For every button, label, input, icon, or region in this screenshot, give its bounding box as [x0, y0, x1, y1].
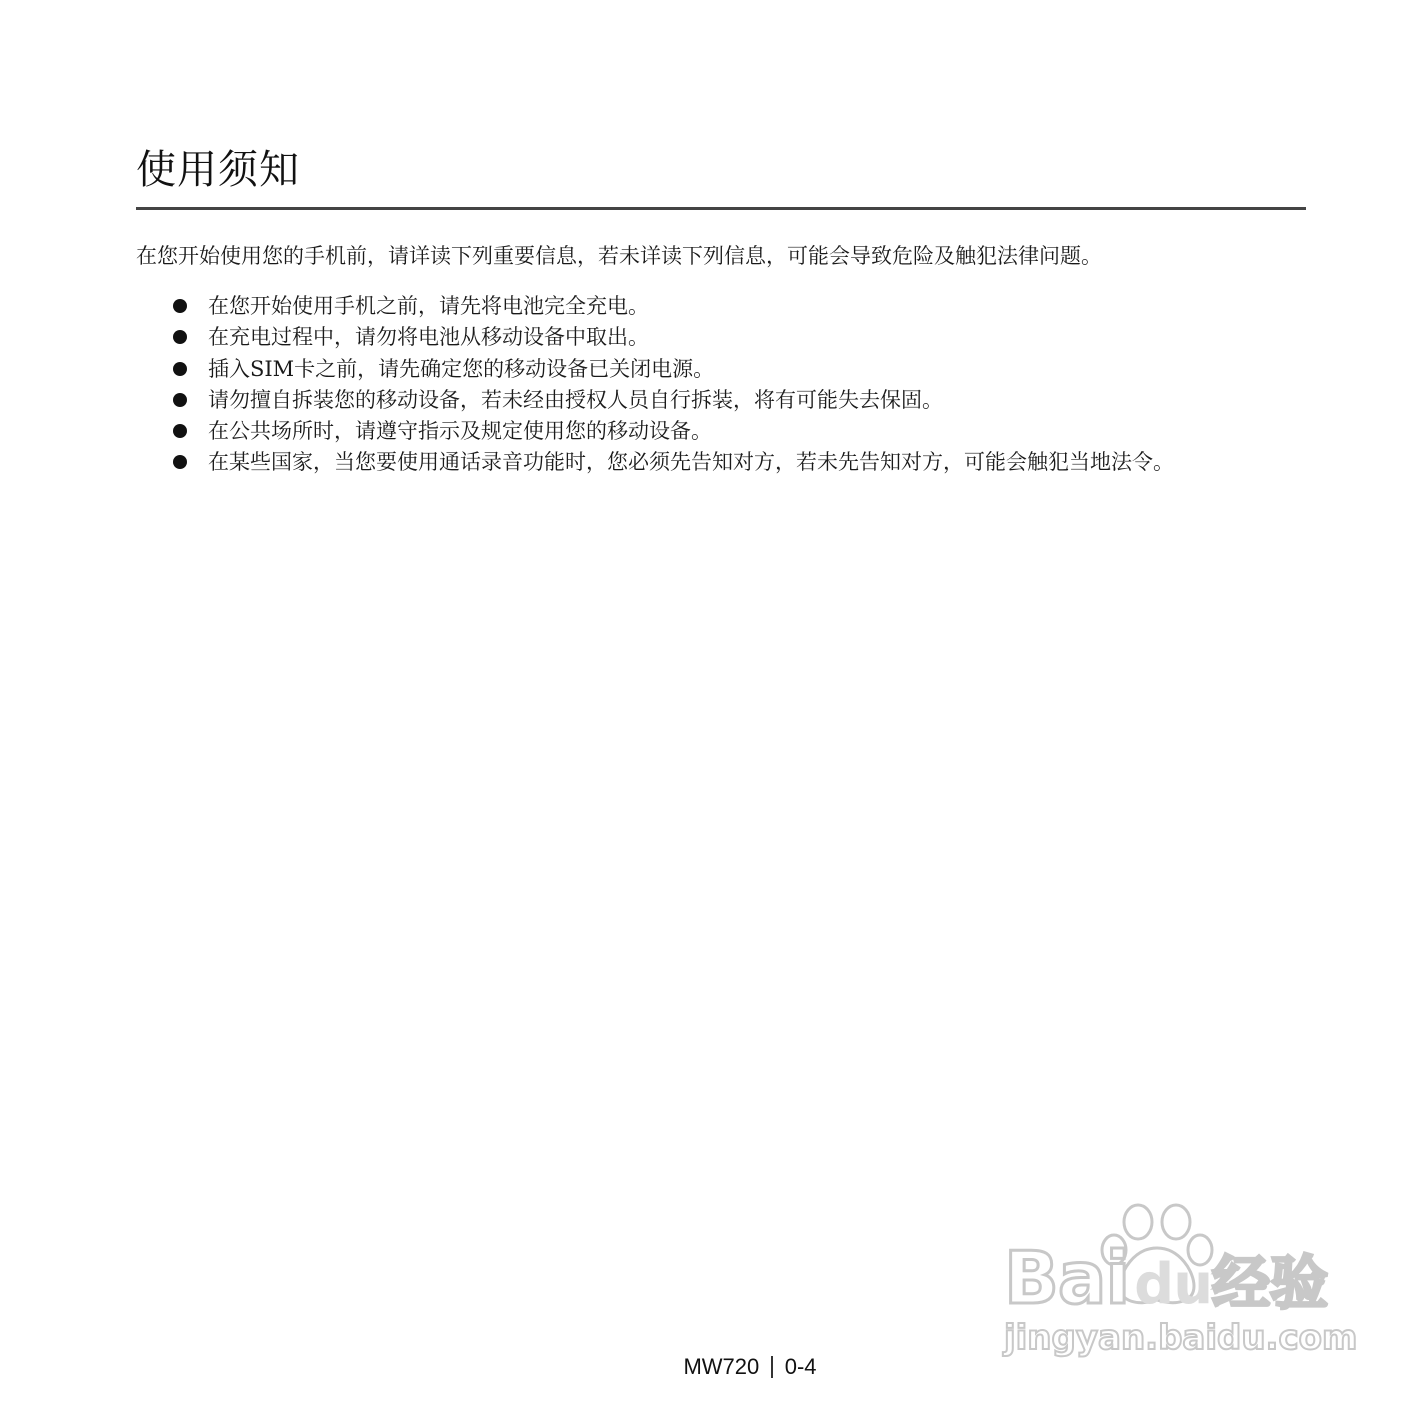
list-item	[0, 291, 1416, 322]
list-item	[0, 385, 1416, 416]
list-item-text: 插入SIM卡之前，请先确定您的移动设备已关闭电源。	[208, 356, 715, 381]
notice-list	[0, 291, 1416, 479]
watermark-du: du	[1134, 1252, 1213, 1317]
intro-paragraph: 在您开始使用您的手机前，请详读下列重要信息，若未详读下列信息，可能会导致危险及触犯法律问题。	[136, 244, 1102, 268]
watermark-url: jingyan.baidu.com	[1004, 1318, 1358, 1358]
bullet-icon	[173, 330, 187, 344]
list-item-text: 在您开始使用手机之前，请先将电池完全充电。	[208, 294, 649, 318]
page-title: 使用须知	[136, 147, 300, 193]
list-item-text: 在公共场所时，请遵守指示及规定使用您的移动设备。	[208, 419, 712, 444]
list-item	[0, 322, 1416, 353]
bullet-icon	[173, 362, 187, 376]
watermark-bai: Bai	[1004, 1236, 1130, 1320]
list-item-text: 请勿擅自拆装您的移动设备，若未经由授权人员自行拆装，将有可能失去保固。	[208, 387, 943, 412]
bullet-icon	[173, 393, 187, 407]
bullet-icon	[173, 455, 187, 469]
list-item	[0, 354, 1416, 385]
list-item-text: 在充电过程中，请勿将电池从移动设备中取出。	[208, 325, 649, 350]
page-footer	[0, 1352, 1416, 1382]
list-item-text: 在某些国家，当您要使用通话录音功能时，您必须先告知对方，若未先告知对方，可能会触犯当地法令。	[208, 450, 1174, 475]
footer-separator	[771, 1356, 773, 1378]
bullet-icon	[173, 299, 187, 313]
watermark-jingyan: 经验	[1212, 1249, 1329, 1317]
list-item	[0, 447, 1416, 478]
list-item	[0, 416, 1416, 447]
bullet-icon	[173, 424, 187, 438]
watermark-brand	[1004, 1238, 1217, 1325]
footer-page-number: 0-4	[784, 1354, 817, 1379]
title-divider	[136, 207, 1306, 210]
footer-model: MW720	[683, 1354, 760, 1379]
